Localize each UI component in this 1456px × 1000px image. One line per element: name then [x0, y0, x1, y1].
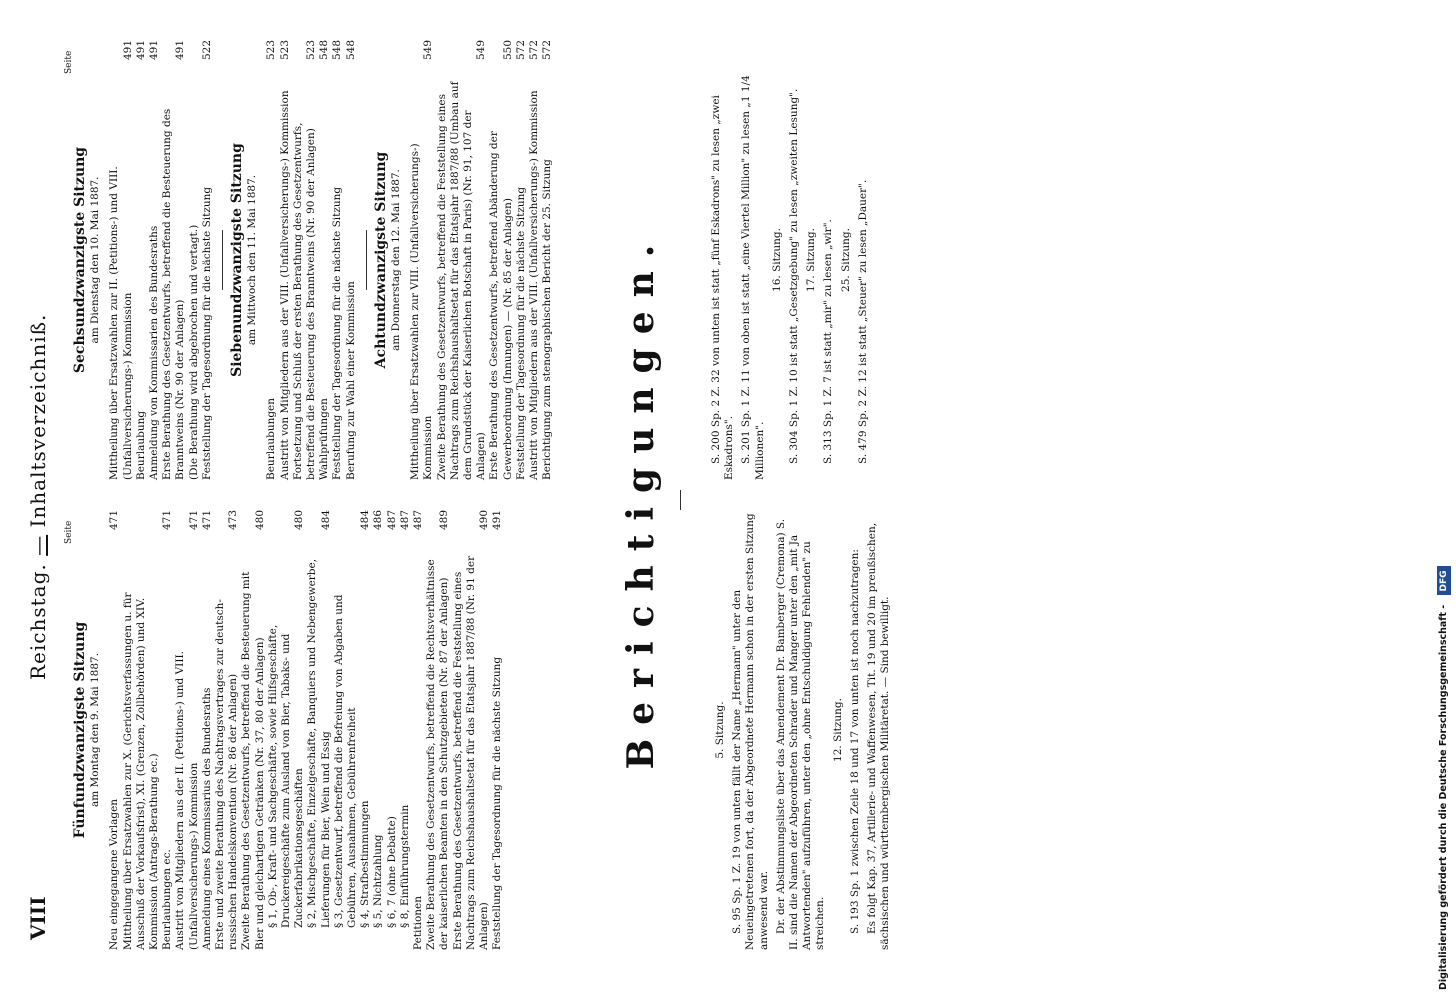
toc-entry-text: Berufung zur Wahl einer Kommission [344, 281, 357, 480]
toc-entry-page: 548 [331, 40, 344, 61]
running-title-right: Inhaltsverzeichniß. [26, 313, 50, 528]
toc-entry-text: Mittheilung über Ersatzwahlen zur VIII. (Unfallversicherungs-) Kommission [409, 143, 435, 480]
toc-entry-page: 572 [528, 40, 541, 61]
toc-entry-page: 549 [422, 40, 435, 61]
correction-session: 5. Sitzung. [714, 701, 726, 759]
session-heading: Sechsundzwanzigste Sitzung [72, 146, 88, 374]
toc-entry-text: Zweite Berathung des Gesetzentwurfs, betreffend die Rechtsverhältnisse der kaiserlichen Beamten in den Schutzgebieten (Nr. 87 der Anlagen) [425, 559, 451, 950]
toc-entry-text: Fortsetzung und Schluß der ersten Berathung des Gesetzentwurfs, betreffend die Besteuerung des Branntweins (Nr. 90 der Anlagen) [291, 122, 318, 480]
toc-entry-page: 572 [541, 40, 554, 61]
session-date: am Dienstag den 10. Mai 1887. [89, 176, 102, 344]
toc-entry [399, 510, 412, 950]
running-title-left: Reichstag. [26, 563, 50, 680]
toc-entry-text: Austritt von Mitgliedern aus der II. (Petitions-) und VIII. (Unfallversicherungs-) Kommission [174, 651, 200, 950]
toc-entry-page: 471 [200, 510, 213, 531]
toc-entry-page: 491 [121, 40, 134, 61]
toc-left-column [68, 510, 505, 950]
toc-entry [306, 510, 332, 950]
toc-entry [108, 40, 134, 480]
toc-entry-text: § 4, Strafbestimmungen [359, 800, 372, 928]
toc-entry-text: § 1, Ob-, Kraft- und Sachgeschäfte, sowie Hilfsgeschäfte, Druckereigeschäfte zum Ausland von Bier, Tabaks- und Zuckerfabrikationsgeschäften [266, 624, 306, 928]
toc-entry-text: Petitionen [412, 895, 425, 950]
toc-entry-text: Mittheilung über Ersatzwahlen zur X. (Gerichtsverfassungen u. für Ausschuß der Vorkaufsfrist), XI. (Grenzen, Zollbehörden) und XIV. Kommission (Antrags-Berathung ec.) [121, 592, 161, 950]
toc-entry-page: 491 [148, 40, 161, 61]
toc-entry-text: Anmeldung von Kommissarien des Bundesraths [148, 225, 161, 480]
toc-entry-page: 471 [161, 510, 174, 531]
toc-entry-text: Feststellung der Tagesordnung für die nächste Sitzung [514, 186, 527, 480]
toc-entry-page: 548 [344, 40, 357, 61]
correction-text: S. 200 Sp. 2 Z. 32 von unten ist statt „fünf Eskadrons" zu lesen „zwei Eskadrons". [710, 95, 736, 480]
toc-entry [161, 510, 174, 950]
toc-entry-page: 523 [278, 40, 291, 61]
session-heading: Achtundzwanzigste Sitzung [372, 151, 389, 369]
toc-entry [174, 510, 200, 950]
berichtigungen-right-column [710, 40, 874, 480]
toc-entry-text: Anmeldung eines Kommissarius des Bundesraths [200, 687, 213, 950]
session-date: am Donnerstag den 12. Mai 1887. [390, 169, 403, 351]
seite-label-left: Seite [64, 520, 74, 544]
toc-entry-text: § 2, Mischgeschäfte, Einzelgeschäfte, Banquiers und Nebengewerbe, Lieferungen für Bier, Wein und Essig [306, 558, 332, 928]
toc-entry-text: § 5, Nichtzahlung [372, 834, 385, 928]
toc-entry-page: 484 [359, 510, 372, 531]
correction-text: S. 201 Sp. 1 Z. 11 von oben ist statt „eine Viertel Million" zu lesen „1 1/4 Millionen". [740, 75, 766, 480]
toc-entry [409, 40, 435, 480]
toc-entry-text: § 8, Einführungstermin [398, 804, 411, 928]
correction-text: Dr. der Abstimmungsliste über das Amendement Dr. Bamberger (Cremona) S. II. sind die Namen der Abgeordneten Schrader und Manger unter den „mit Ja Antwortenden" aufzuführen, unter den „ohne Entschuldigung Fehlenden" zu streichen. [774, 518, 827, 950]
toc-entry-text: Feststellung der Tagesordnung für die nächste Sitzung [331, 186, 344, 480]
toc-entry [201, 40, 214, 480]
toc-entry-page: 486 [372, 510, 385, 531]
toc-entry [122, 510, 162, 950]
toc-entry-page: 473 [227, 510, 240, 531]
toc-entry-text: Wahlprüfungen [318, 398, 331, 480]
toc-entry [267, 510, 307, 950]
toc-entry [161, 40, 187, 480]
seite-label-right: Seite [64, 50, 74, 74]
dfg-logo: DFG [1437, 566, 1451, 595]
toc-entry-text: Zweite Berathung des Gesetzentwurfs, betreffend die Besteuerung mit Bier und gleichartigen Getränken (Nr. 37, 80 der Anlagen) [240, 571, 266, 950]
toc-entry-text: Beurlaubung [134, 410, 147, 480]
toc-entry [436, 40, 489, 480]
correction-session: 12. Sitzung. [831, 698, 844, 762]
toc-entry-page: 471 [187, 510, 200, 531]
correction-text: S. 313 Sp. 1 Z. 7 ist statt „mir" zu lesen „wir". [822, 219, 835, 464]
toc-entry-text: Erste Berathung des Gesetzentwurfs, betreffend die Besteuerung des Branntweins (Nr. 90 der Anlagen) [161, 108, 187, 480]
toc-entry [345, 40, 358, 480]
toc-entry [412, 510, 425, 950]
session-separator [366, 230, 367, 290]
session-heading: Siebenundzwanzigste Sitzung [229, 143, 246, 377]
toc-entry [488, 40, 514, 480]
correction-session: 25. Sitzung. [839, 228, 852, 292]
toc-entry-text: Austritt von Mitgliedern aus der VIII. (Unfallversicherungs-) Kommission [278, 90, 291, 480]
toc-entry-text: Feststellung der Tagesordnung für die nächste Sitzung [491, 656, 504, 950]
toc-entry-page: 523 [305, 40, 318, 61]
toc-entry-page: 487 [398, 510, 411, 531]
toc-entry-page: 489 [438, 510, 451, 531]
toc-entry-text: § 6, 7 (ohne Debatte) [385, 816, 398, 928]
toc-entry-text: Beurlaubungen ec. [161, 849, 174, 950]
toc-entry [240, 510, 266, 950]
toc-entry-page: 491 [491, 510, 504, 531]
toc-entry-page: 480 [293, 510, 306, 531]
toc-entry-text: § 3, Gesetzentwurf, betreffend die Befreiung von Abgaben und Gebühren, Ausnahmen, Gebührenfreiheit [332, 594, 359, 928]
toc-entry [386, 510, 399, 950]
toc-entry [265, 40, 278, 480]
toc-entry [148, 40, 161, 480]
toc-entry [452, 510, 492, 950]
toc-entry [425, 510, 451, 950]
toc-entry-page: 484 [319, 510, 332, 531]
toc-entry [515, 40, 528, 480]
toc-entry-text: Feststellung der Tagesordnung für die nächste Sitzung [200, 186, 213, 480]
berichtigungen-rule [680, 490, 681, 510]
session-date: am Mittwoch den 11. Mai 1887. [246, 174, 259, 346]
correction-text: S. 304 Sp. 1 Z. 10 ist statt „Gesetzgebung" zu lesen „zweiten Lesung". [788, 88, 801, 464]
toc-entry [214, 510, 240, 950]
toc-entry-text: Austritt von Mitgliedern aus der VIII. (Unfallversicherungs-) Kommission [528, 90, 541, 480]
toc-entry [359, 510, 372, 950]
toc-entry-page: 480 [253, 510, 266, 531]
footer-text-wrap [1432, 0, 1456, 1000]
toc-entry-page: 522 [200, 40, 213, 61]
running-title [26, 314, 50, 680]
toc-entry-text: Beurlaubungen [265, 397, 278, 480]
toc-entry-text: Mittheilung über Ersatzwahlen zur II. (Petitions-) und VIII. (Unfallversicherungs-) Kommission [108, 166, 134, 480]
toc-entry-page: 548 [318, 40, 331, 61]
footer-text: Digitalisierung gefördert durch die Deutsche Forschungsgemeinschaft - [1438, 604, 1449, 990]
running-title-dash: — [26, 534, 50, 556]
toc-entry [333, 510, 359, 950]
toc-right-column [68, 40, 555, 480]
correction-text: S. 193 Sp. 1 zwischen Zeile 18 und 17 von unten ist noch nachzutragen: [848, 549, 861, 934]
toc-entry-page: 549 [475, 40, 488, 61]
toc-entry-page: 491 [174, 40, 187, 61]
toc-entry-text: Berichtigung zum stenographischen Bericht der 25. Sitzung [541, 159, 554, 480]
toc-entry [372, 510, 385, 950]
session-heading: Fünfundzwanzigste Sitzung [72, 621, 88, 839]
toc-entry-page: 490 [478, 510, 491, 531]
toc-entry-text: Erste und zweite Berathung des Nachtragsvertrages zur deutsch-russischen Handelskonvention (Nr. 86 der Anlagen) [214, 599, 240, 950]
toc-entry-page: 491 [134, 40, 147, 61]
correction-text: S. 95 Sp. 1 Z. 19 von unten fällt der Name „Hermann" unter den Neueingetretenen fort, da der Abgeordnete Hermann schon in der ersten Sitzung anwesend war. [731, 513, 770, 950]
correction-session: 16. Sitzung. [770, 228, 783, 292]
toc-entry [292, 40, 318, 480]
session-separator [222, 230, 223, 290]
toc-entry-page: 487 [385, 510, 398, 531]
toc-entry-page: 572 [514, 40, 527, 61]
berichtigungen-left-column [710, 510, 896, 950]
toc-entry-text: Neu eingegangene Vorlagen [108, 798, 121, 950]
toc-entry-text: (Die Berathung wird abgebrochen und vertagt.) [187, 224, 200, 480]
digitization-footer [1408, 0, 1449, 1000]
toc-entry [331, 40, 344, 480]
toc-entry-page: 550 [501, 40, 514, 61]
toc-entry-text: Erste Berathung des Gesetzentwurfs, betreffend Abänderung der Gewerbeordnung (Innungen) — (Nr. 85 der Anlagen) [488, 131, 514, 480]
toc-entry-page: 471 [108, 510, 121, 531]
toc-entry-page: 523 [265, 40, 278, 61]
berichtigungen-title: Berichtigungen. [620, 230, 662, 770]
correction-session: 17. Sitzung. [805, 228, 818, 292]
toc-entry [541, 40, 554, 480]
page-number: VIII [26, 896, 50, 940]
correction-text: Es folgt Kap. 37, Artillerie- und Waffenwesen, Tit. 19 und 20 im preußischen, sächsischen und württembergischen Militäretat. — Sind bewilligt. [866, 522, 892, 950]
rotated-page [20, 20, 1410, 980]
toc-entry [318, 40, 331, 480]
toc-entry-page: 487 [412, 510, 425, 531]
session-date: am Montag den 9. Mai 1887. [89, 652, 102, 808]
toc-entry [279, 40, 292, 480]
toc-entry [135, 40, 148, 480]
toc-entry [528, 40, 541, 480]
page-header [20, 20, 60, 980]
correction-text: S. 479 Sp. 2 Z. 12 ist statt „Steuer" zu lesen „Dauer". [856, 179, 869, 464]
toc-entry [201, 510, 214, 950]
toc-entry [108, 510, 121, 950]
toc-entry-text: Zweite Berathung des Gesetzentwurfs, betreffend die Feststellung eines Nachtrags zum Reichshaushaltsetat für das Etatsjahr 1887/88 (Umbau auf dem Grundstück der Kaiserlichen Botschaft in Paris) (Nr. 91, 107 der Anlagen) [435, 81, 488, 480]
toc-entry [188, 40, 201, 480]
toc-entry-text: Erste Berathung des Gesetzentwurfs, betreffend die Feststellung eines Nachtrags zum Reichshaushaltsetat für das Etatsjahr 1887/88 (Nr. 91 der Anlagen) [451, 555, 491, 950]
toc-entry [491, 510, 504, 950]
